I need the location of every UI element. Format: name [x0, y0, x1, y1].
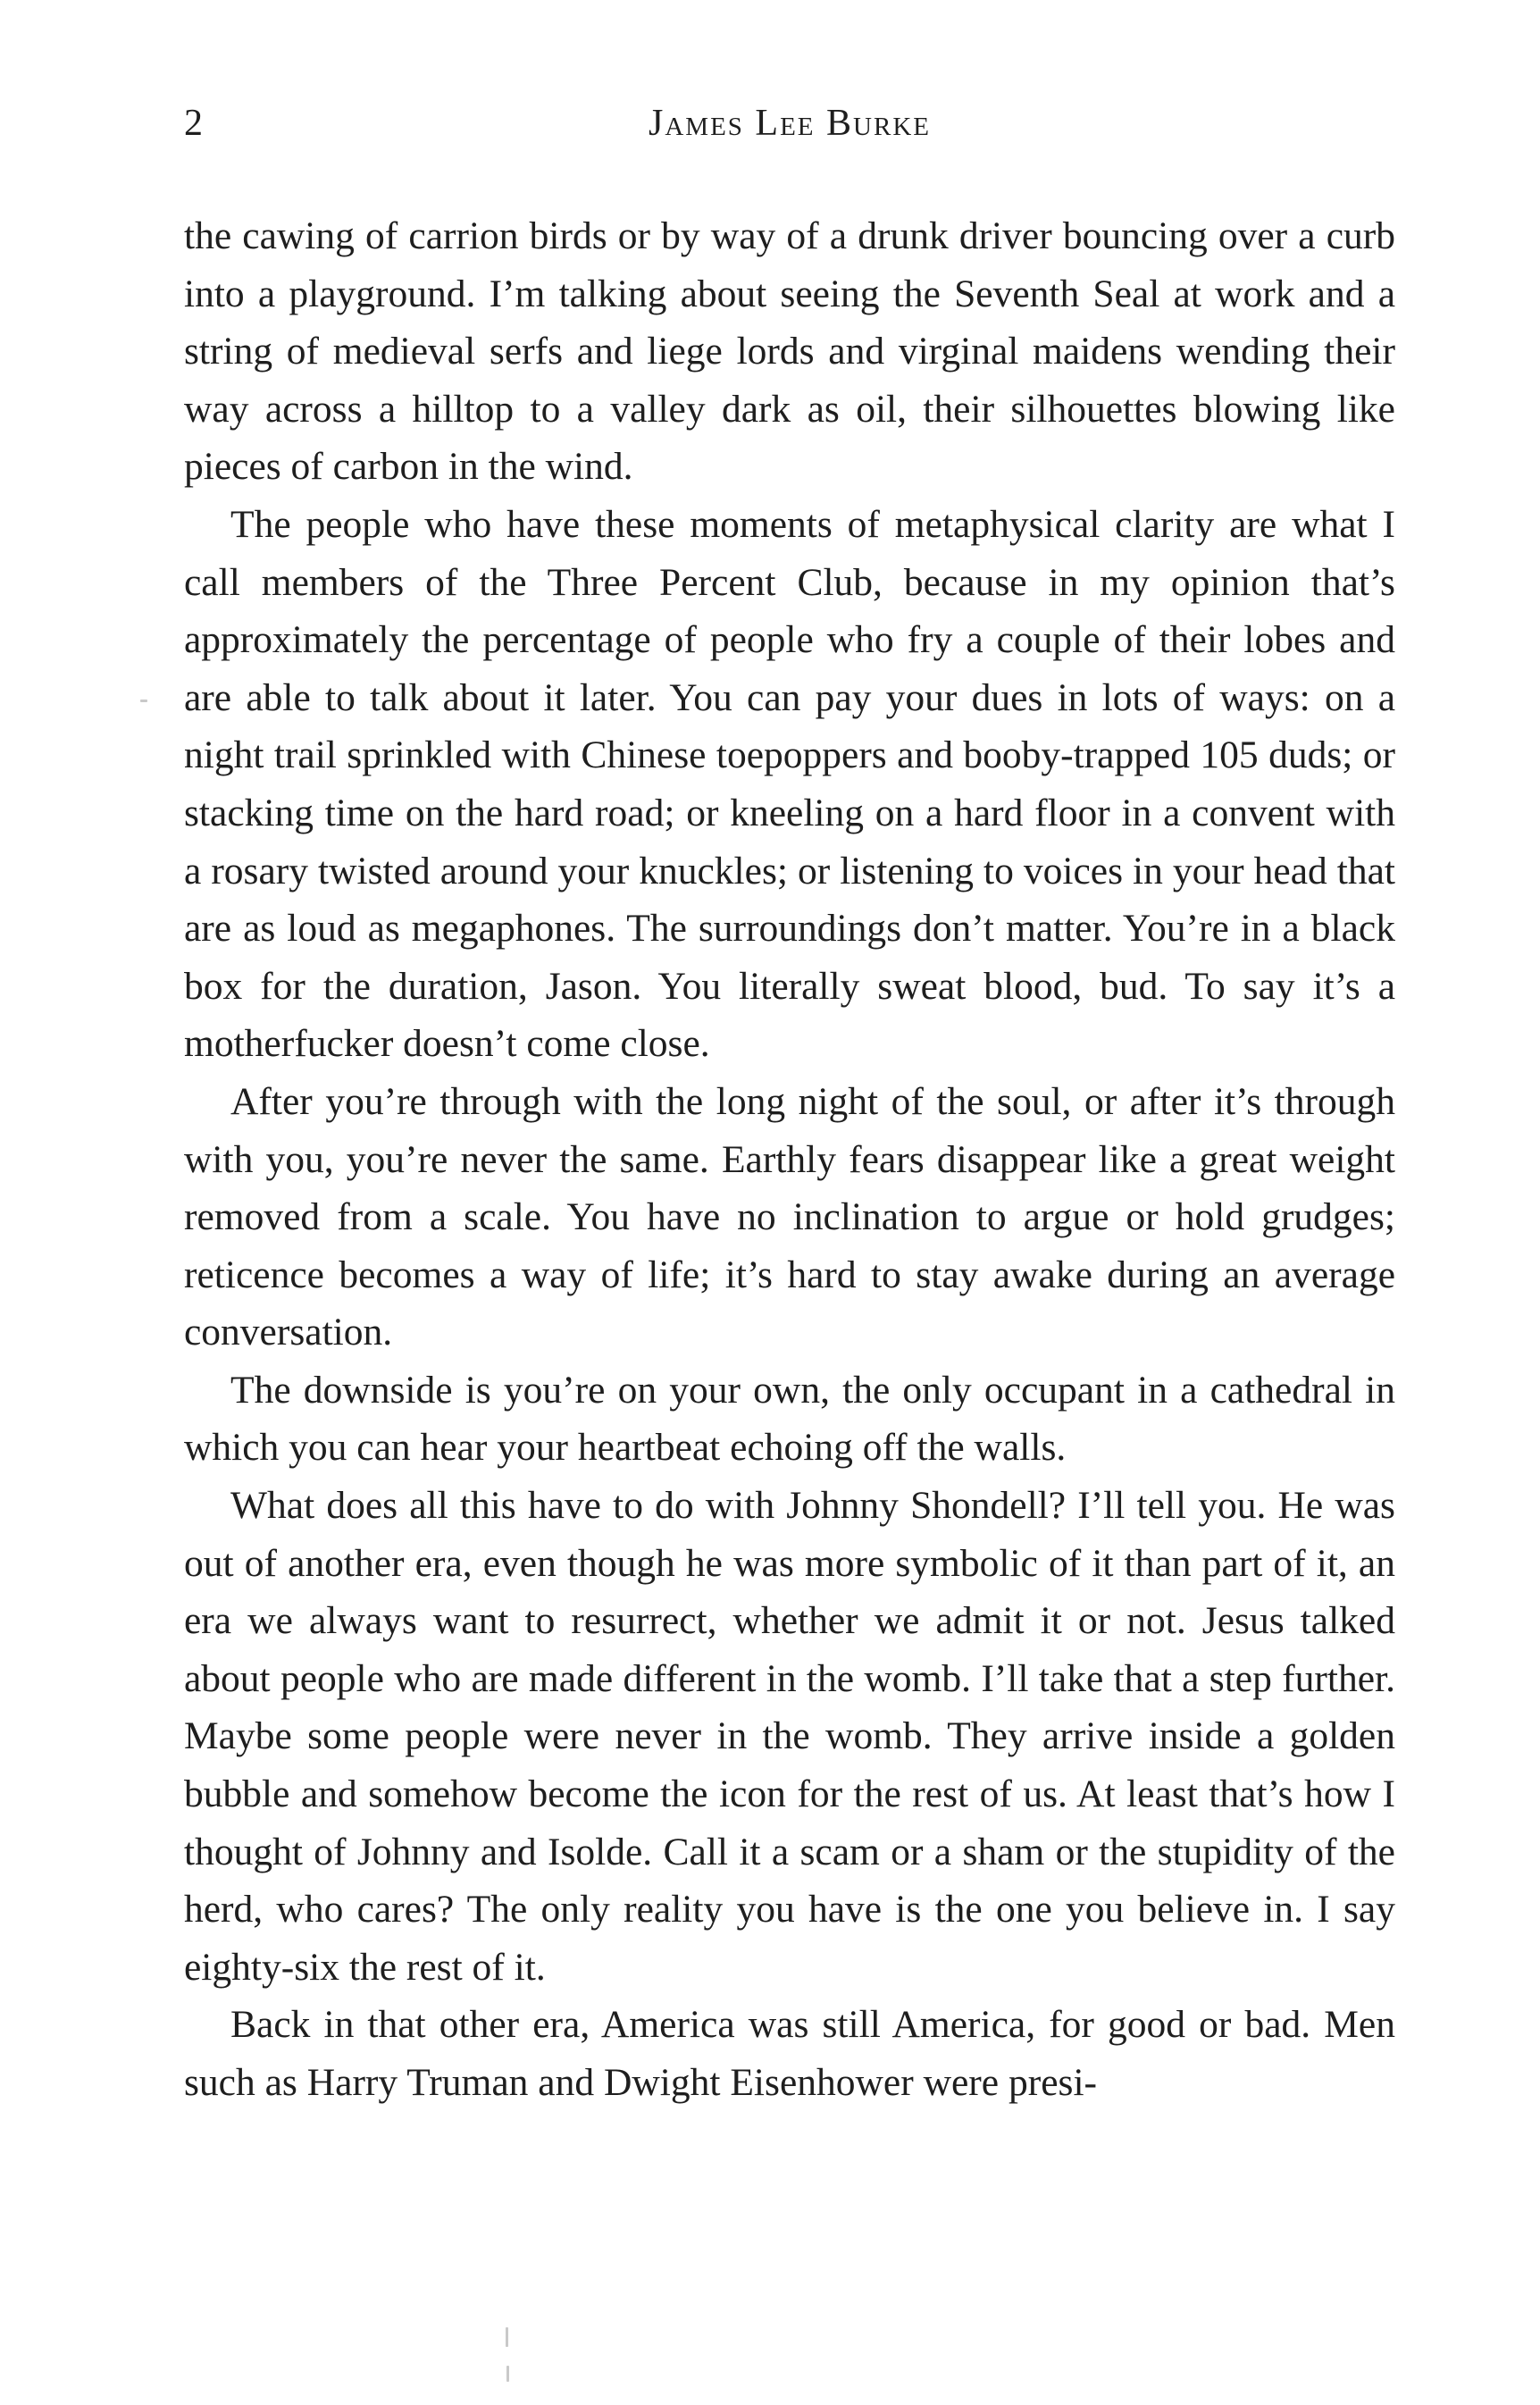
running-head: James Lee Burke — [649, 103, 931, 144]
paragraph: The downside is you’re on your own, the only occupant in a cathedral in which you can hear your heartbeat echoing off the walls. — [184, 1368, 1395, 1470]
paragraph: the cawing of carrion birds or by way of a drunk driver bouncing over a curb into a playground. I’m talking about seeing the Seventh Seal at work and a string of medieval serfs and liege lords and virginal maidens wending their way across a hilltop to a valley dark as oil, their silhouettes blowing like pieces of carbon in the wind. — [184, 214, 1395, 489]
body-text — [184, 207, 1395, 2244]
scan-speck — [140, 700, 147, 702]
paragraph: Back in that other era, America was still America, for good or bad. Men such as Harry Truman and Dwight Eisenhower were presi- — [184, 2003, 1395, 2104]
paragraph: After you’re through with the long night of the soul, or after it’s through with you, you’re never the same. Earthly fears disappear like a great weight removed from a scale. You have no inclination to argue or hold grudges; reticence becomes a way of life; it’s hard to stay awake during an average conversation. — [184, 1079, 1395, 1354]
paragraph: The people who have these moments of metaphysical clarity are what I call members of the Three Percent Club, because in my opinion that’s approximately the percentage of people who fry a couple of their lobes and are able to talk about it later. You can pay your dues in lots of ways: on a night trail sprinkled with Chinese toepoppers and booby-trapped 105 duds; or stacking time on the hard road; or kneeling on a hard floor in a convent with a rosary twisted around your knuckles; or listening to voices in your head that are as loud as megaphones. The surroundings don’t matter. You’re in a black box for the duration, Jason. You literally sweat blood, bud. To say it’s a motherfucker doesn’t come close. — [184, 502, 1395, 1066]
page-header — [184, 96, 1395, 150]
paragraph: What does all this have to do with Johnny Shondell? I’ll tell you. He was out of another era, even though he was more symbolic of it than part of it, an era we always want to resurrect, whether we admit it or not. Jesus talked about people who are made different in the womb. I’ll take that a step further. Maybe some people were never in the womb. They arrive inside a golden bubble and somehow become the icon for the rest of us. At least that’s how I thought of Johnny and Isolde. Call it a scam or a sham or the stupidity of the herd, who cares? The only reality you have is the one you believe in. I say eighty-six the rest of it. — [184, 1484, 1395, 1989]
scan-speck — [506, 2327, 508, 2347]
page-number: 2 — [184, 103, 203, 144]
scan-speck — [506, 2366, 509, 2382]
